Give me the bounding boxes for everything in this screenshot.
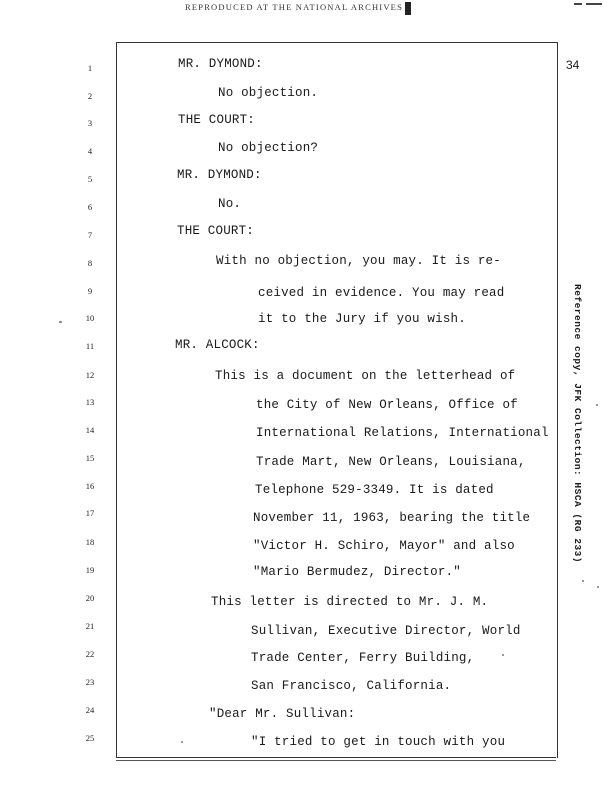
- transcript-line: MR. DYMOND:: [178, 57, 263, 71]
- transcript-line: "Mario Bermudez, Director.": [253, 565, 461, 579]
- scan-speck: [582, 580, 584, 582]
- line-number: 12: [85, 370, 95, 380]
- transcript-line: Trade Mart, New Orleans, Louisiana,: [256, 455, 526, 469]
- transcript-line: No objection.: [218, 86, 319, 100]
- line-number: 24: [85, 705, 95, 715]
- line-number: 14: [85, 425, 95, 435]
- line-number: 7: [87, 230, 93, 240]
- corner-mark: [574, 0, 604, 8]
- archives-stamp: REPRODUCED AT THE NATIONAL ARCHIVES: [185, 2, 403, 12]
- transcript-line: This is a document on the letterhead of: [215, 369, 516, 383]
- stamp-mark: [405, 2, 411, 15]
- scan-speck: [596, 404, 598, 406]
- line-number: 6: [87, 202, 93, 212]
- line-number: 2: [87, 91, 93, 101]
- transcript-line: "I tried to get in touch with you: [251, 735, 506, 749]
- line-number: 18: [85, 537, 95, 547]
- scan-speck: [181, 741, 183, 743]
- line-number: 13: [85, 397, 95, 407]
- transcript-line: November 11, 1963, bearing the title: [253, 511, 531, 525]
- line-number: 25: [85, 733, 95, 743]
- line-number: 17: [85, 508, 95, 518]
- scan-speck: [597, 586, 599, 588]
- transcript-line: the City of New Orleans, Office of: [256, 398, 518, 412]
- transcript-line: THE COURT:: [177, 224, 255, 238]
- line-number: 1: [87, 63, 93, 73]
- transcript-line: No.: [218, 197, 242, 211]
- line-number: 9: [87, 286, 93, 296]
- transcript-line: MR. ALCOCK:: [175, 338, 260, 352]
- transcript-line: THE COURT:: [178, 113, 256, 127]
- bottom-rule-double: [116, 760, 556, 761]
- line-number: 23: [85, 677, 95, 687]
- transcript-line: Telephone 529-3349. It is dated: [255, 483, 494, 497]
- line-number: 10: [85, 313, 95, 323]
- line-number: 22: [85, 649, 95, 659]
- line-number: 5: [87, 174, 93, 184]
- transcript-line: Trade Center, Ferry Building,: [251, 651, 475, 665]
- line-number: 3: [87, 118, 93, 128]
- line-number: 16: [85, 481, 95, 491]
- scan-speck: [59, 321, 62, 323]
- line-number: 8: [87, 258, 93, 268]
- transcript-line: ceived in evidence. You may read: [258, 286, 505, 300]
- transcript-line: No objection?: [218, 141, 319, 155]
- transcript-line: San Francisco, California.: [251, 679, 452, 693]
- line-number: 19: [85, 565, 95, 575]
- transcript-line: it to the Jury if you wish.: [258, 312, 466, 326]
- transcript-line: Sullivan, Executive Director, World: [251, 624, 521, 638]
- bottom-rule: [116, 757, 556, 758]
- page-number: 34: [566, 58, 580, 72]
- line-number: 4: [87, 146, 93, 156]
- transcript-line: "Dear Mr. Sullivan:: [209, 707, 356, 721]
- line-number: 15: [85, 453, 95, 463]
- line-number: 11: [85, 341, 95, 351]
- scan-speck: [502, 654, 504, 656]
- line-number: 20: [85, 593, 95, 603]
- transcript-line: MR. DYMOND:: [177, 168, 262, 182]
- line-number: 21: [85, 621, 95, 631]
- transcript-line: This letter is directed to Mr. J. M.: [211, 595, 489, 609]
- side-reference: Reference copy, JFK Collection: HSCA (RG 233): [572, 284, 583, 564]
- transcript-line: With no objection, you may. It is re-: [216, 254, 501, 268]
- transcript-line: International Relations, International: [256, 426, 549, 440]
- transcript-line: "Victor H. Schiro, Mayor" and also: [253, 539, 515, 553]
